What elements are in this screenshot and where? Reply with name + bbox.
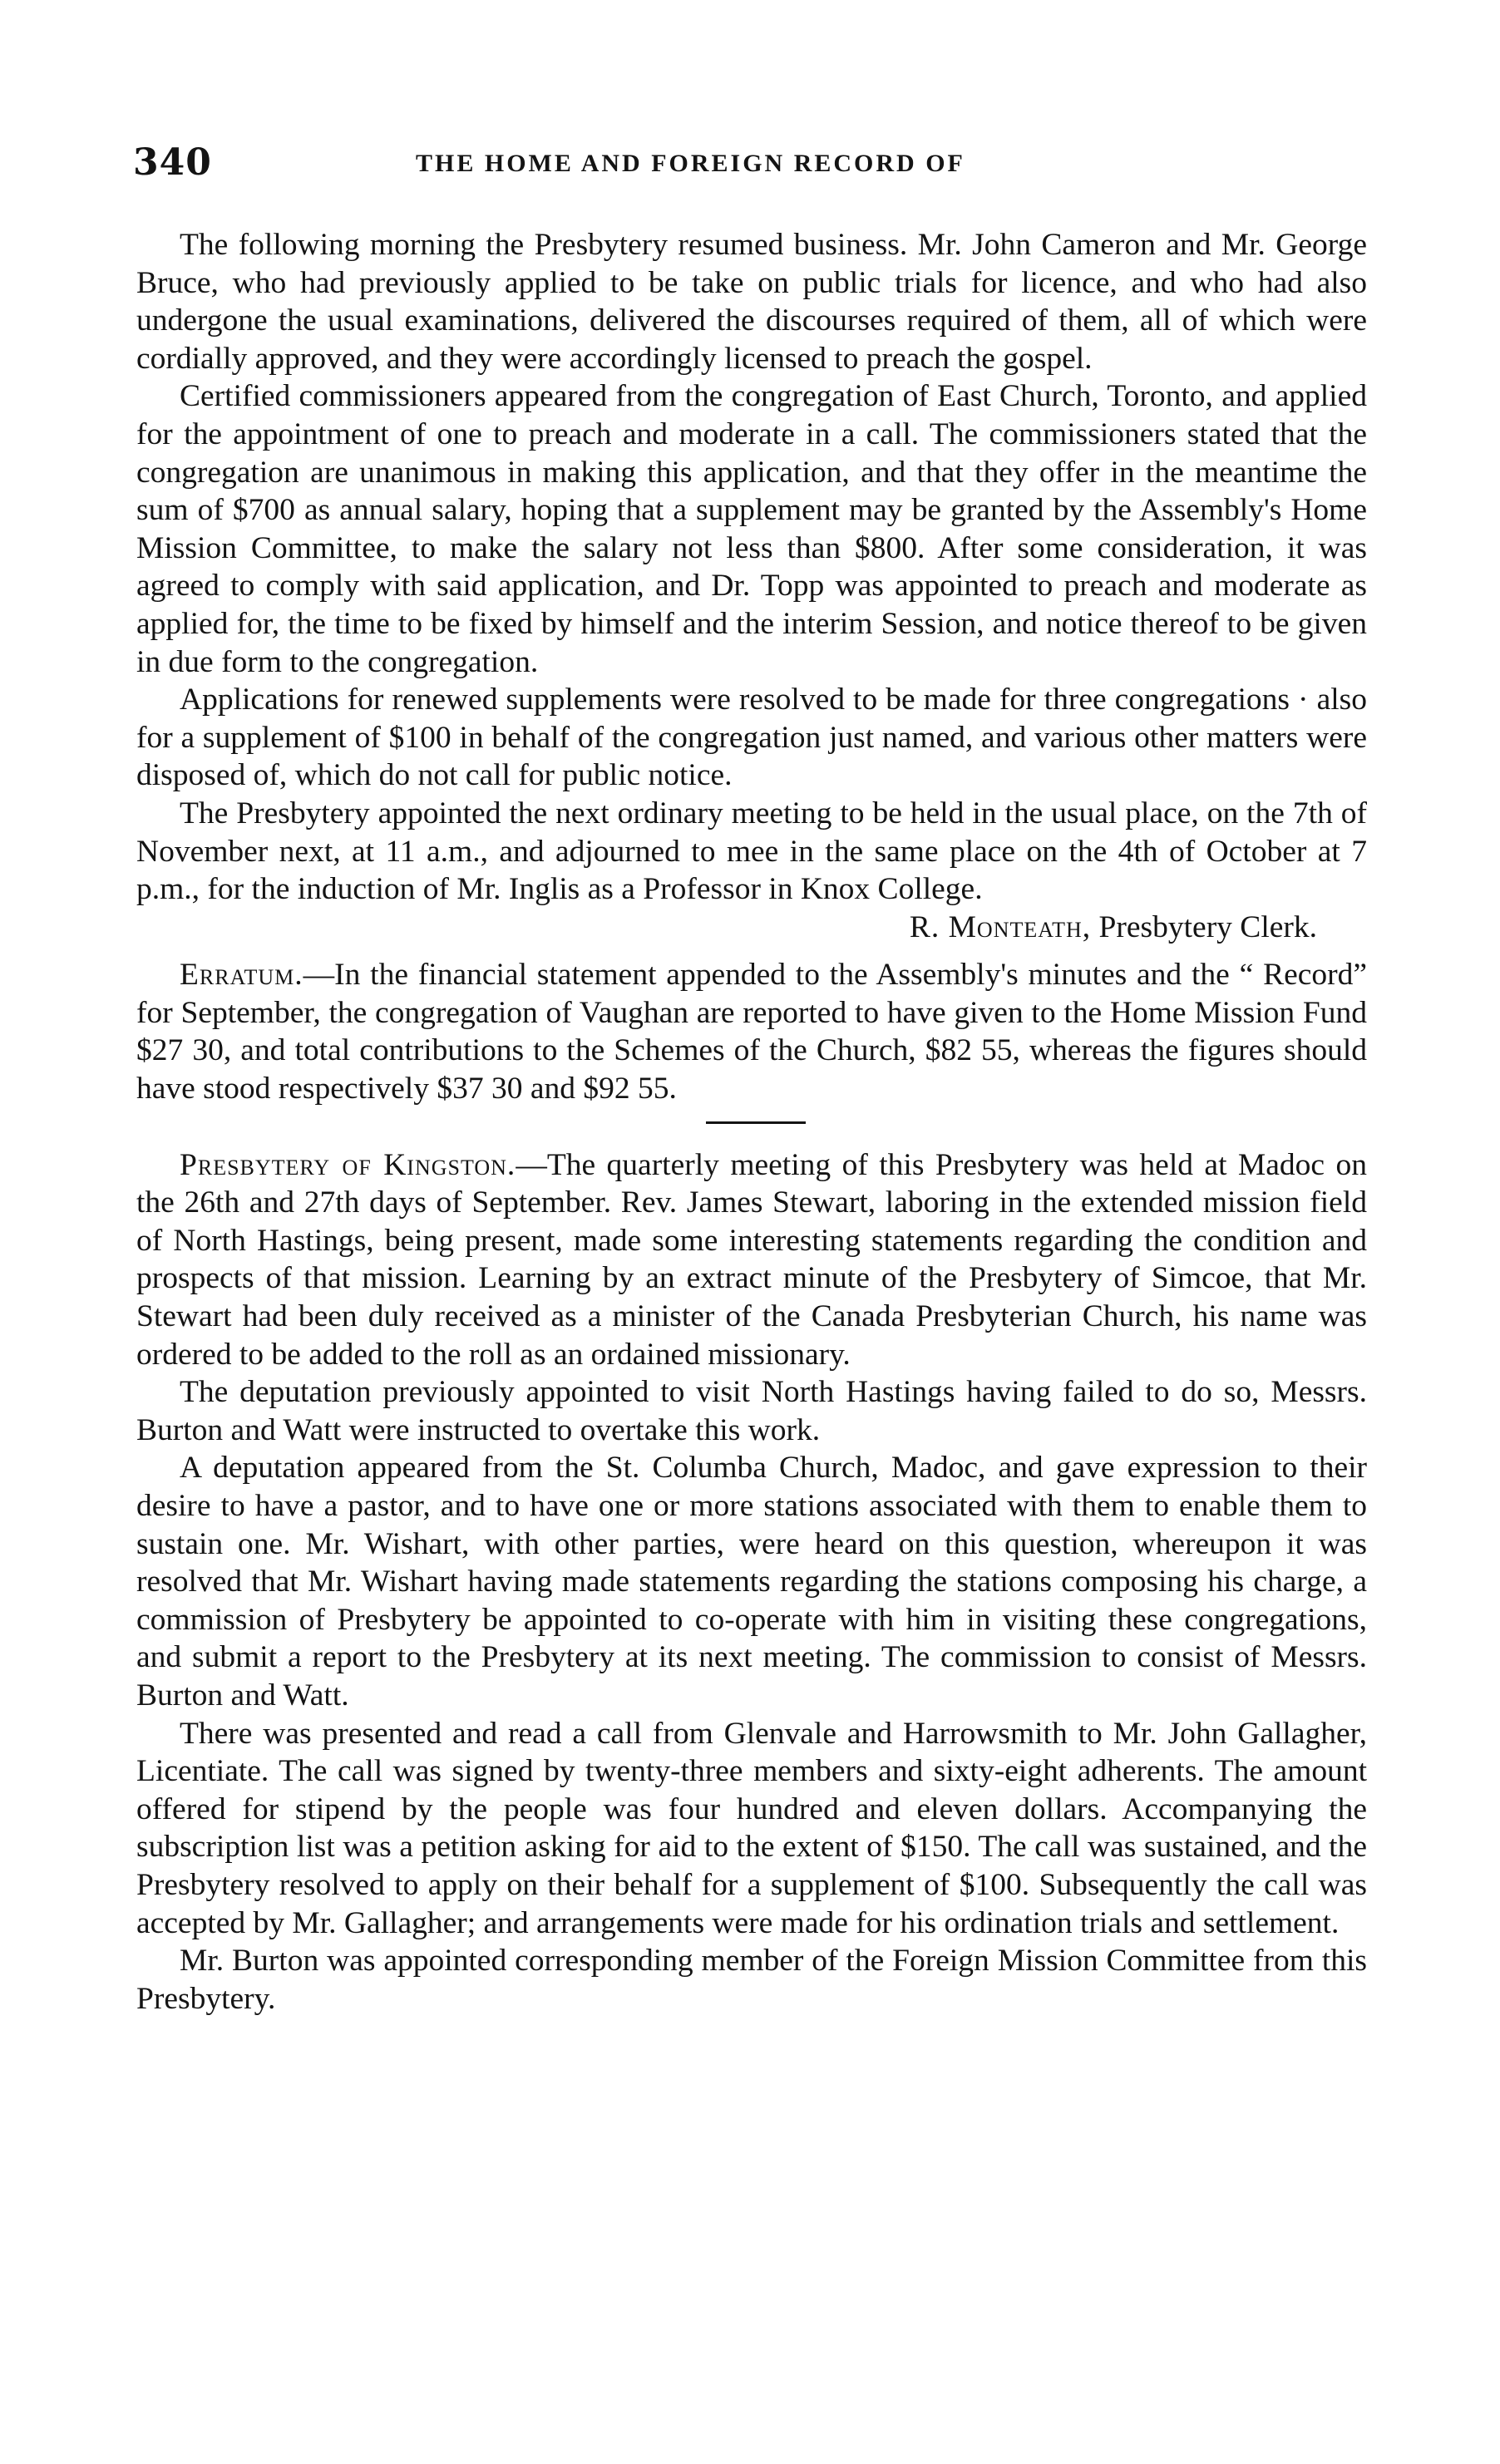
section-divider xyxy=(136,1108,1367,1146)
section-heading: Presbytery of Kingston. xyxy=(180,1147,516,1182)
erratum-label: Erratum. xyxy=(180,958,303,993)
paragraph-text: —The quarterly meeting of this Presbytery was held at Madoc on the 26th and 27th days of September. Rev. James Stewart, laboring in the extended mission field of North Hastings, being present, made some interesting statements regarding the condition and prospects of that mission. Learning by an extract minute of the Presbytery of Simcoe, that Mr. Stewart had been duly received as a minister of the Canada Presbyterian Church, his name was ordered to be added to the roll as an ordained missionary. xyxy=(136,1147,1367,1372)
paragraph: The deputation previously appointed to visit North Hastings having failed to do so, Messrs. Burton and Watt were instructed to overtake this work. xyxy=(136,1375,1367,1447)
paragraph: The following morning the Presbytery resumed business. Mr. John Cameron and Mr. George Bruce, who had previously applied to be take on public trials for licence, and who had also undergone the usual examinations, delivered the discourses required of them, all of which were cordially approved, and they were accordingly licensed to preach the gospel. xyxy=(136,228,1367,376)
section-heading-paragraph xyxy=(136,1146,1367,1374)
paragraph: Mr. Burton was appointed corresponding member of the Foreign Mission Committee from this Presbytery. xyxy=(136,1944,1367,2016)
clerk-signature xyxy=(136,909,1367,947)
page-number: 340 xyxy=(133,141,212,184)
erratum-paragraph xyxy=(136,956,1367,1107)
signature-name: R. Monteath, xyxy=(909,909,1092,944)
paragraph: The Presbytery appointed the next ordinary meeting to be held in the usual place, on the 7th of November next, at 11 a.m., and adjourned to mee in the same place on the 4th of October at 7 p.m., for the induction of Mr. Inglis as a Professor in Knox College. xyxy=(136,796,1367,907)
paragraph: Applications for renewed supplements were resolved to be made for three congregations · also for a supplement of $100 in behalf of the congregation just named, and various other matters were disposed of, which do not call for public notice. xyxy=(136,683,1367,793)
paragraph: Certified commissioners appeared from the congregation of East Church, Toronto, and applied for the appointment of one to preach and moderate in a call. The commissioners stated that the congregation are unanimous in making this application, and that they offer in the meantime the sum of $700 as annual salary, hoping that a supplement may be granted by the Assembly's Home Mission Committee, to make the salary not less than $800. After some consideration, it was agreed to comply with said application, and Dr. Topp was appointed to preach and moderate as applied for, the time to be fixed by himself and the interim Session, and notice thereof to be given in due form to the congregation. xyxy=(136,379,1367,679)
article-body xyxy=(136,226,1367,2018)
paragraph: There was presented and read a call from Glenvale and Harrowsmith to Mr. John Gallagher, Licentiate. The call was signed by twenty-three members and sixty-eight adherents. The amount offered for stipend by the people was four hundred and eleven dollars. Accompanying the subscription list was a petition asking for aid to the extent of $150. The call was sustained, and the Presbytery resolved to apply on their behalf for a supplement of $100. Subsequently the call was accepted by Mr. Gallagher; and arrangements were made for his ordination trials and settlement. xyxy=(136,1716,1367,1940)
paragraph: A deputation appeared from the St. Columba Church, Madoc, and gave expression to their desire to have a pastor, and to have one or more stations associated with them to enable them to sustain one. Mr. Wishart, with other parties, were heard on this question, whereupon it was resolved that Mr. Wishart having made statements regarding the stations composing his charge, a commission of Presbytery be appointed to co-operate with him in visiting these congregations, and submit a report to the Presbytery at its next meeting. The commission to consist of Messrs. Burton and Watt. xyxy=(136,1451,1367,1712)
running-title: THE HOME AND FOREIGN RECORD OF xyxy=(416,150,965,177)
signature-role: Presbytery Clerk. xyxy=(1091,909,1317,944)
erratum-text: —In the financial statement appended to the Assembly's minutes and the “ Record” for September, the congregation of Vaughan are reported to have given to the Home Mission Fund $27 30, and total contributions to the Schemes of the Church, $82 55, whereas the figures should have stood respectively $37 30 and $92 55. xyxy=(136,958,1367,1106)
page-header xyxy=(133,141,1372,191)
